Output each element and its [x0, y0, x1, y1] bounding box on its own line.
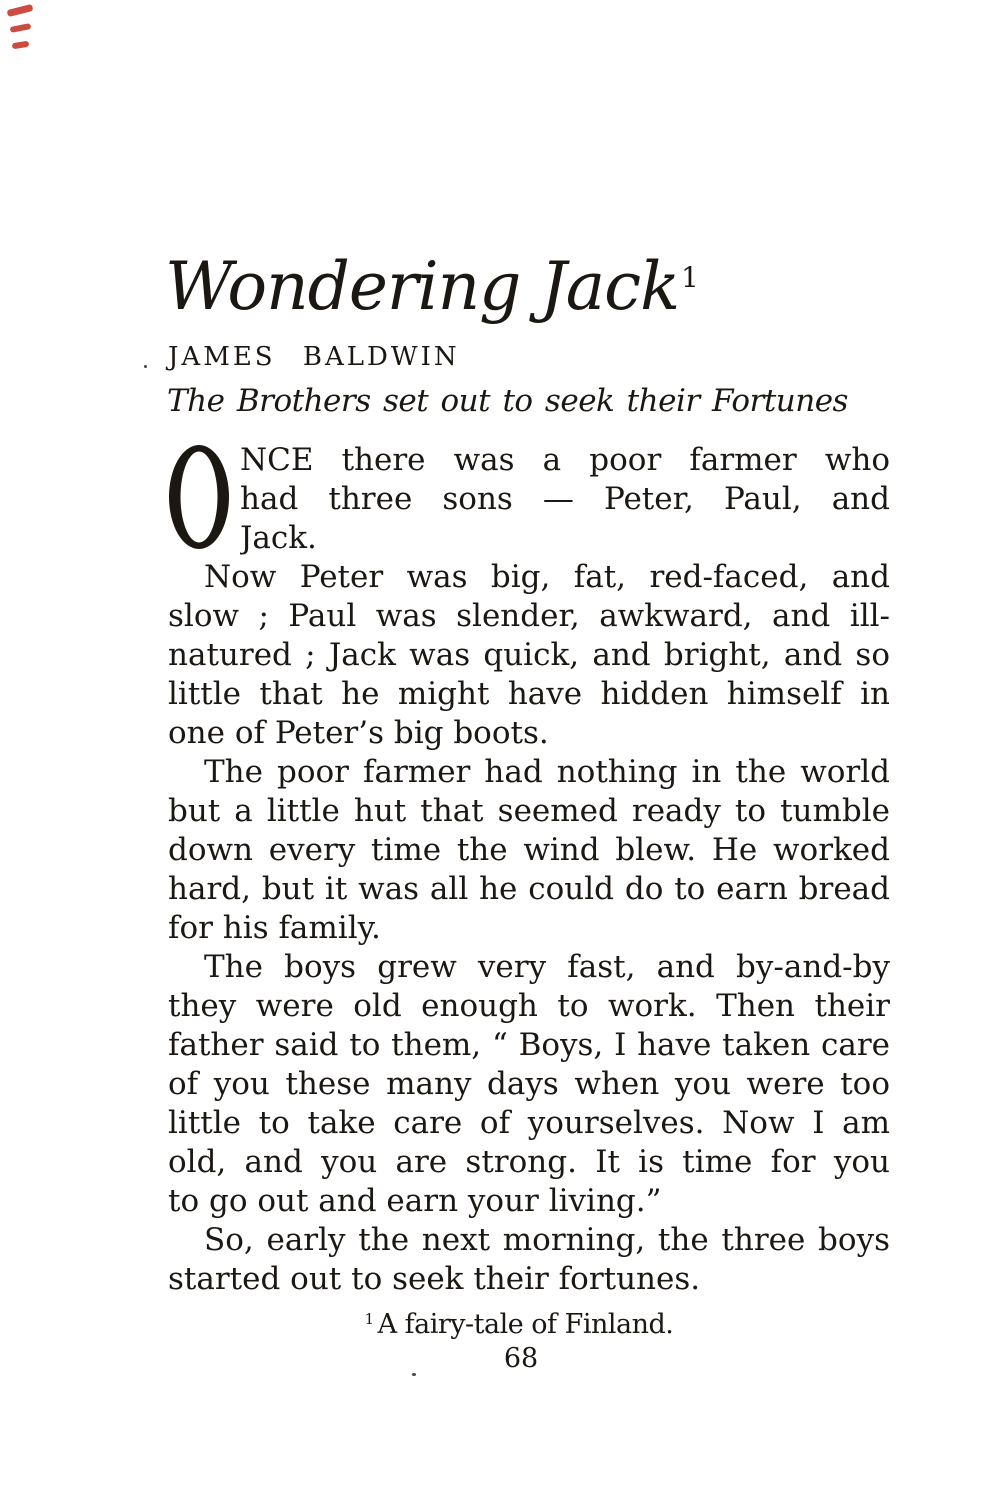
text-line: slow ; Paul was slender, awkward, and ill- — [168, 598, 890, 634]
red-pen-mark — [12, 41, 30, 50]
story-title-text: Wondering Jack — [165, 248, 680, 325]
text-line: Now Peter was big, fat, red-faced, and — [204, 559, 890, 595]
text-line: for his family. — [168, 910, 381, 946]
text-line: old, and you are strong. It is time for you — [168, 1144, 890, 1180]
text-line: had three sons — Peter, Paul, and — [240, 481, 890, 517]
text-line: Jack. — [240, 520, 317, 556]
title-footnote-marker: 1 — [681, 261, 699, 294]
paragraph-1 — [168, 441, 890, 558]
paragraph-2 — [168, 558, 890, 753]
text-line: little that he might have hidden himself in — [168, 676, 890, 712]
author-name: JAMES BALDWIN — [168, 342, 460, 372]
text-line: So, early the next morning, the three boys — [204, 1222, 890, 1258]
paragraph-3 — [168, 753, 890, 948]
ink-speck — [144, 365, 147, 368]
red-pen-mark — [7, 4, 34, 17]
text-line: The boys grew very fast, and by-and-by — [204, 949, 890, 985]
ink-speck — [412, 1373, 416, 1376]
text-line: one of Peter’s big boots. — [168, 715, 549, 751]
text-line: started out to seek their fortunes. — [168, 1261, 701, 1297]
text-line: little to take care of yourselves. Now I am — [168, 1105, 890, 1141]
text-line: natured ; Jack was quick, and bright, and so — [168, 637, 890, 673]
footnote-text: A fairy-tale of Finland. — [377, 1309, 674, 1340]
story-body — [168, 441, 890, 1299]
red-pen-mark — [10, 23, 32, 33]
footnote-marker: 1 — [364, 1310, 374, 1328]
text-line: NCE there was a poor farmer who — [240, 442, 890, 478]
story-title — [165, 248, 699, 325]
chapter-subtitle: The Brothers set out to seek their Fortunes — [167, 383, 848, 419]
text-line: hard, but it was all he could do to earn bread — [168, 871, 890, 907]
drop-cap-letter-o — [168, 444, 230, 550]
text-line: down every time the wind blew. He worked — [168, 832, 890, 868]
text-line: The poor farmer had nothing in the world — [204, 754, 890, 790]
text-line: but a little hut that seemed ready to tumble — [168, 793, 890, 829]
text-line: to go out and earn your living.” — [168, 1183, 662, 1219]
text-line: father said to them, “ Boys, I have taken care — [168, 1027, 890, 1063]
text-line: they were old enough to work. Then their — [168, 988, 890, 1024]
footnote — [158, 1301, 880, 1343]
page-number: 68 — [503, 1343, 539, 1374]
paragraph-4 — [168, 948, 890, 1221]
paragraph-5 — [168, 1221, 890, 1299]
text-line: of you these many days when you were too — [168, 1066, 890, 1102]
